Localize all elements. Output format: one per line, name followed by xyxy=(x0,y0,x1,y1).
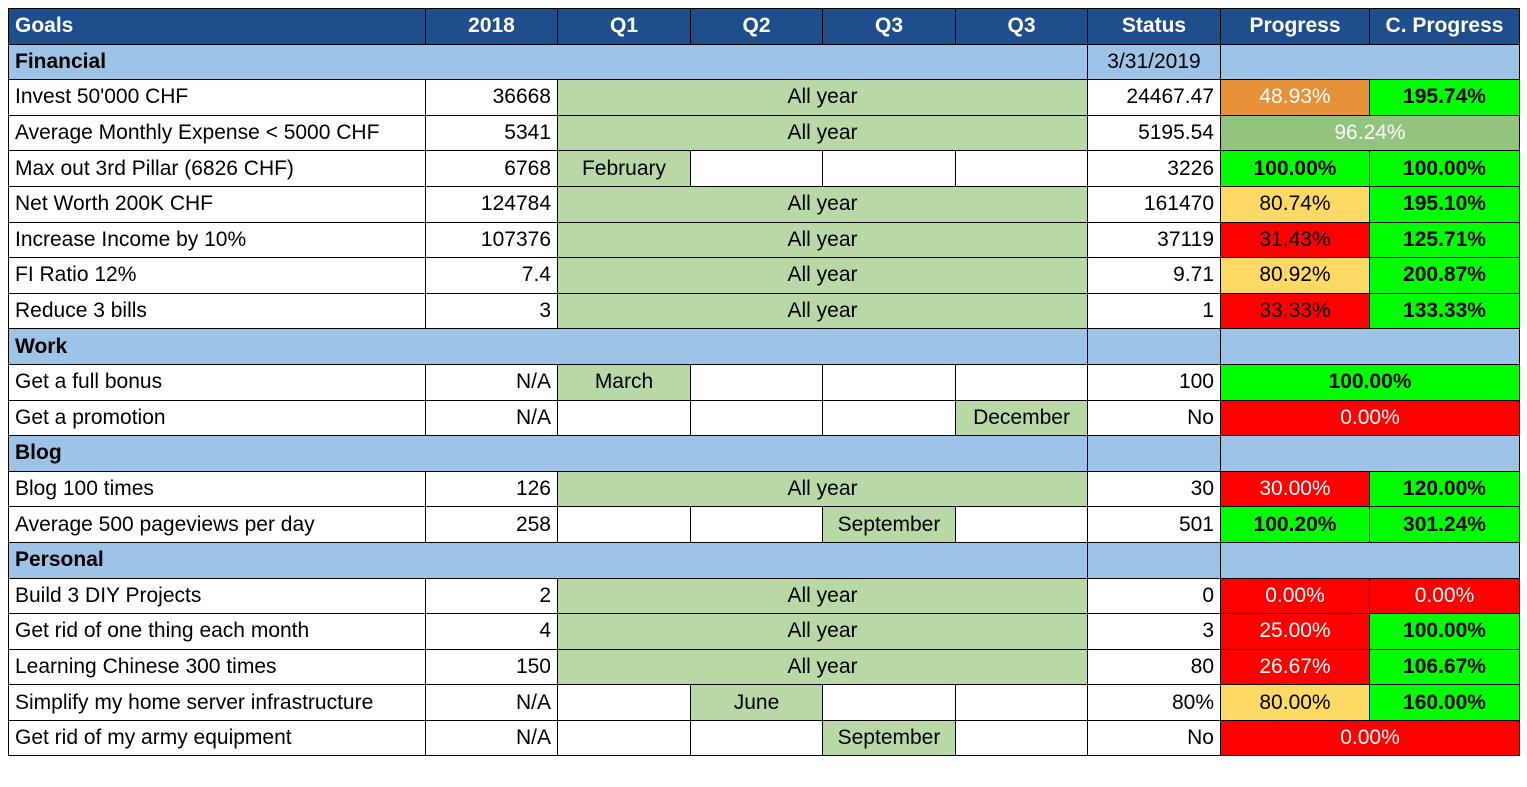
progress-merged-cell[interactable]: 100.00% xyxy=(1221,364,1520,400)
schedule-quarter-cell[interactable]: March xyxy=(558,364,691,400)
status-cell[interactable]: 501 xyxy=(1088,507,1221,543)
schedule-empty-cell[interactable] xyxy=(956,151,1088,187)
status-cell[interactable]: 80 xyxy=(1088,649,1221,685)
progress-merged-cell[interactable]: 0.00% xyxy=(1221,720,1520,756)
progress-cell[interactable]: 25.00% xyxy=(1221,614,1370,650)
goal-row xyxy=(9,685,1520,721)
sheet-body xyxy=(9,44,1520,756)
goal-cell[interactable]: Get a promotion xyxy=(9,400,426,436)
header-q2[interactable]: Q2 xyxy=(691,9,823,45)
goal-cell[interactable]: Reduce 3 bills xyxy=(9,293,426,329)
goal-row xyxy=(9,151,1520,187)
section-status-date[interactable] xyxy=(1088,436,1221,472)
header-q3-second[interactable]: Q3 xyxy=(956,9,1088,45)
c-progress-cell[interactable]: 301.24% xyxy=(1370,507,1520,543)
section-title[interactable]: Personal xyxy=(9,542,1088,578)
schedule-quarter-cell[interactable]: June xyxy=(691,685,823,721)
c-progress-cell[interactable]: 100.00% xyxy=(1370,151,1520,187)
goal-cell[interactable]: Learning Chinese 300 times xyxy=(9,649,426,685)
progress-merged-cell[interactable]: 0.00% xyxy=(1221,400,1520,436)
schedule-all-year-cell[interactable]: All year xyxy=(558,614,1088,650)
year-2018-cell[interactable]: N/A xyxy=(426,720,558,756)
goal-row xyxy=(9,471,1520,507)
section-progress-blank[interactable] xyxy=(1221,436,1520,472)
section-status-date[interactable] xyxy=(1088,542,1221,578)
schedule-empty-cell[interactable] xyxy=(558,507,691,543)
goal-cell[interactable]: Get rid of one thing each month xyxy=(9,614,426,650)
schedule-empty-cell[interactable] xyxy=(823,151,956,187)
status-cell[interactable]: 3226 xyxy=(1088,151,1221,187)
year-2018-cell[interactable]: N/A xyxy=(426,400,558,436)
c-progress-cell[interactable]: 133.33% xyxy=(1370,293,1520,329)
schedule-empty-cell[interactable] xyxy=(691,507,823,543)
schedule-quarter-cell[interactable]: September xyxy=(823,507,956,543)
goal-row xyxy=(9,258,1520,294)
goal-row xyxy=(9,720,1520,756)
goal-row xyxy=(9,293,1520,329)
status-cell[interactable]: 161470 xyxy=(1088,186,1221,222)
goal-cell[interactable]: Average Monthly Expense < 5000 CHF xyxy=(9,115,426,151)
goal-cell[interactable]: Net Worth 200K CHF xyxy=(9,186,426,222)
goal-row xyxy=(9,364,1520,400)
goal-row xyxy=(9,222,1520,258)
section-row-personal xyxy=(9,542,1520,578)
status-cell[interactable]: 30 xyxy=(1088,471,1221,507)
goal-cell[interactable]: Build 3 DIY Projects xyxy=(9,578,426,614)
schedule-all-year-cell[interactable]: All year xyxy=(558,293,1088,329)
progress-cell[interactable]: 80.74% xyxy=(1221,186,1370,222)
header-c-progress[interactable]: C. Progress xyxy=(1370,9,1520,45)
year-2018-cell[interactable]: 36668 xyxy=(426,80,558,116)
schedule-empty-cell[interactable] xyxy=(823,685,956,721)
status-cell[interactable]: 37119 xyxy=(1088,222,1221,258)
status-cell[interactable]: 5195.54 xyxy=(1088,115,1221,151)
header-q3[interactable]: Q3 xyxy=(823,9,956,45)
goal-row xyxy=(9,614,1520,650)
goal-row xyxy=(9,186,1520,222)
section-row-work xyxy=(9,329,1520,365)
year-2018-cell[interactable]: N/A xyxy=(426,364,558,400)
goal-row xyxy=(9,400,1520,436)
goal-cell[interactable]: Average 500 pageviews per day xyxy=(9,507,426,543)
schedule-empty-cell[interactable] xyxy=(691,720,823,756)
schedule-quarter-cell[interactable]: December xyxy=(956,400,1088,436)
section-status-date[interactable]: 3/31/2019 xyxy=(1088,44,1221,80)
year-2018-cell[interactable]: 150 xyxy=(426,649,558,685)
schedule-empty-cell[interactable] xyxy=(558,685,691,721)
status-cell[interactable]: 9.71 xyxy=(1088,258,1221,294)
status-cell[interactable]: No xyxy=(1088,720,1221,756)
c-progress-cell[interactable]: 195.74% xyxy=(1370,80,1520,116)
progress-cell[interactable]: 30.00% xyxy=(1221,471,1370,507)
goal-cell[interactable]: FI Ratio 12% xyxy=(9,258,426,294)
goal-cell[interactable]: Invest 50'000 CHF xyxy=(9,80,426,116)
c-progress-cell[interactable]: 195.10% xyxy=(1370,186,1520,222)
schedule-all-year-cell[interactable]: All year xyxy=(558,649,1088,685)
goal-row xyxy=(9,649,1520,685)
schedule-all-year-cell[interactable]: All year xyxy=(558,80,1088,116)
status-cell[interactable]: No xyxy=(1088,400,1221,436)
header-status[interactable]: Status xyxy=(1088,9,1221,45)
schedule-quarter-cell[interactable]: February xyxy=(558,151,691,187)
c-progress-cell[interactable]: 106.67% xyxy=(1370,649,1520,685)
goal-cell[interactable]: Get rid of my army equipment xyxy=(9,720,426,756)
progress-cell[interactable]: 33.33% xyxy=(1221,293,1370,329)
goal-cell[interactable]: Blog 100 times xyxy=(9,471,426,507)
goal-cell[interactable]: Simplify my home server infrastructure xyxy=(9,685,426,721)
goal-row xyxy=(9,578,1520,614)
progress-merged-cell[interactable]: 96.24% xyxy=(1221,115,1520,151)
section-progress-blank[interactable] xyxy=(1221,44,1520,80)
section-title[interactable]: Blog xyxy=(9,436,1088,472)
section-title[interactable]: Work xyxy=(9,329,1088,365)
header-progress[interactable]: Progress xyxy=(1221,9,1370,45)
status-cell[interactable]: 80% xyxy=(1088,685,1221,721)
year-2018-cell[interactable]: 124784 xyxy=(426,186,558,222)
goal-cell[interactable]: Increase Income by 10% xyxy=(9,222,426,258)
schedule-empty-cell[interactable] xyxy=(558,720,691,756)
c-progress-cell[interactable]: 0.00% xyxy=(1370,578,1520,614)
goal-row xyxy=(9,80,1520,116)
schedule-all-year-cell[interactable]: All year xyxy=(558,578,1088,614)
year-2018-cell[interactable]: 6768 xyxy=(426,151,558,187)
progress-cell[interactable]: 80.00% xyxy=(1221,685,1370,721)
section-row-financial xyxy=(9,44,1520,80)
schedule-empty-cell[interactable] xyxy=(956,685,1088,721)
progress-cell[interactable]: 100.00% xyxy=(1221,151,1370,187)
section-status-date[interactable] xyxy=(1088,329,1221,365)
c-progress-cell[interactable]: 200.87% xyxy=(1370,258,1520,294)
goal-cell[interactable]: Get a full bonus xyxy=(9,364,426,400)
progress-cell[interactable]: 48.93% xyxy=(1221,80,1370,116)
schedule-all-year-cell[interactable]: All year xyxy=(558,222,1088,258)
progress-cell[interactable]: 0.00% xyxy=(1221,578,1370,614)
status-cell[interactable]: 3 xyxy=(1088,614,1221,650)
schedule-empty-cell[interactable] xyxy=(823,364,956,400)
schedule-empty-cell[interactable] xyxy=(956,364,1088,400)
c-progress-cell[interactable]: 125.71% xyxy=(1370,222,1520,258)
section-progress-blank[interactable] xyxy=(1221,329,1520,365)
c-progress-cell[interactable]: 160.00% xyxy=(1370,685,1520,721)
year-2018-cell[interactable]: 4 xyxy=(426,614,558,650)
year-2018-cell[interactable]: 126 xyxy=(426,471,558,507)
schedule-empty-cell[interactable] xyxy=(956,720,1088,756)
goals-spreadsheet xyxy=(8,8,1520,756)
header-row xyxy=(9,9,1520,45)
header-year[interactable]: 2018 xyxy=(426,9,558,45)
year-2018-cell[interactable]: 7.4 xyxy=(426,258,558,294)
progress-cell[interactable]: 80.92% xyxy=(1221,258,1370,294)
year-2018-cell[interactable]: 258 xyxy=(426,507,558,543)
schedule-all-year-cell[interactable]: All year xyxy=(558,115,1088,151)
goal-row xyxy=(9,115,1520,151)
year-2018-cell[interactable]: 2 xyxy=(426,578,558,614)
schedule-all-year-cell[interactable]: All year xyxy=(558,186,1088,222)
schedule-all-year-cell[interactable]: All year xyxy=(558,258,1088,294)
c-progress-cell[interactable]: 100.00% xyxy=(1370,614,1520,650)
status-cell[interactable]: 0 xyxy=(1088,578,1221,614)
section-title[interactable]: Financial xyxy=(9,44,1088,80)
goal-cell[interactable]: Max out 3rd Pillar (6826 CHF) xyxy=(9,151,426,187)
schedule-empty-cell[interactable] xyxy=(558,400,691,436)
schedule-empty-cell[interactable] xyxy=(691,151,823,187)
status-cell[interactable]: 24467.47 xyxy=(1088,80,1221,116)
status-cell[interactable]: 100 xyxy=(1088,364,1221,400)
section-row-blog xyxy=(9,436,1520,472)
c-progress-cell[interactable]: 120.00% xyxy=(1370,471,1520,507)
header-goals[interactable]: Goals xyxy=(9,9,426,45)
header-q1[interactable]: Q1 xyxy=(558,9,691,45)
year-2018-cell[interactable]: N/A xyxy=(426,685,558,721)
schedule-empty-cell[interactable] xyxy=(691,364,823,400)
schedule-empty-cell[interactable] xyxy=(823,400,956,436)
schedule-quarter-cell[interactable]: September xyxy=(823,720,956,756)
section-progress-blank[interactable] xyxy=(1221,542,1520,578)
progress-cell[interactable]: 31.43% xyxy=(1221,222,1370,258)
progress-cell[interactable]: 26.67% xyxy=(1221,649,1370,685)
schedule-all-year-cell[interactable]: All year xyxy=(558,471,1088,507)
status-cell[interactable]: 1 xyxy=(1088,293,1221,329)
year-2018-cell[interactable]: 107376 xyxy=(426,222,558,258)
progress-cell[interactable]: 100.20% xyxy=(1221,507,1370,543)
goal-row xyxy=(9,507,1520,543)
schedule-empty-cell[interactable] xyxy=(691,400,823,436)
schedule-empty-cell[interactable] xyxy=(956,507,1088,543)
year-2018-cell[interactable]: 3 xyxy=(426,293,558,329)
year-2018-cell[interactable]: 5341 xyxy=(426,115,558,151)
